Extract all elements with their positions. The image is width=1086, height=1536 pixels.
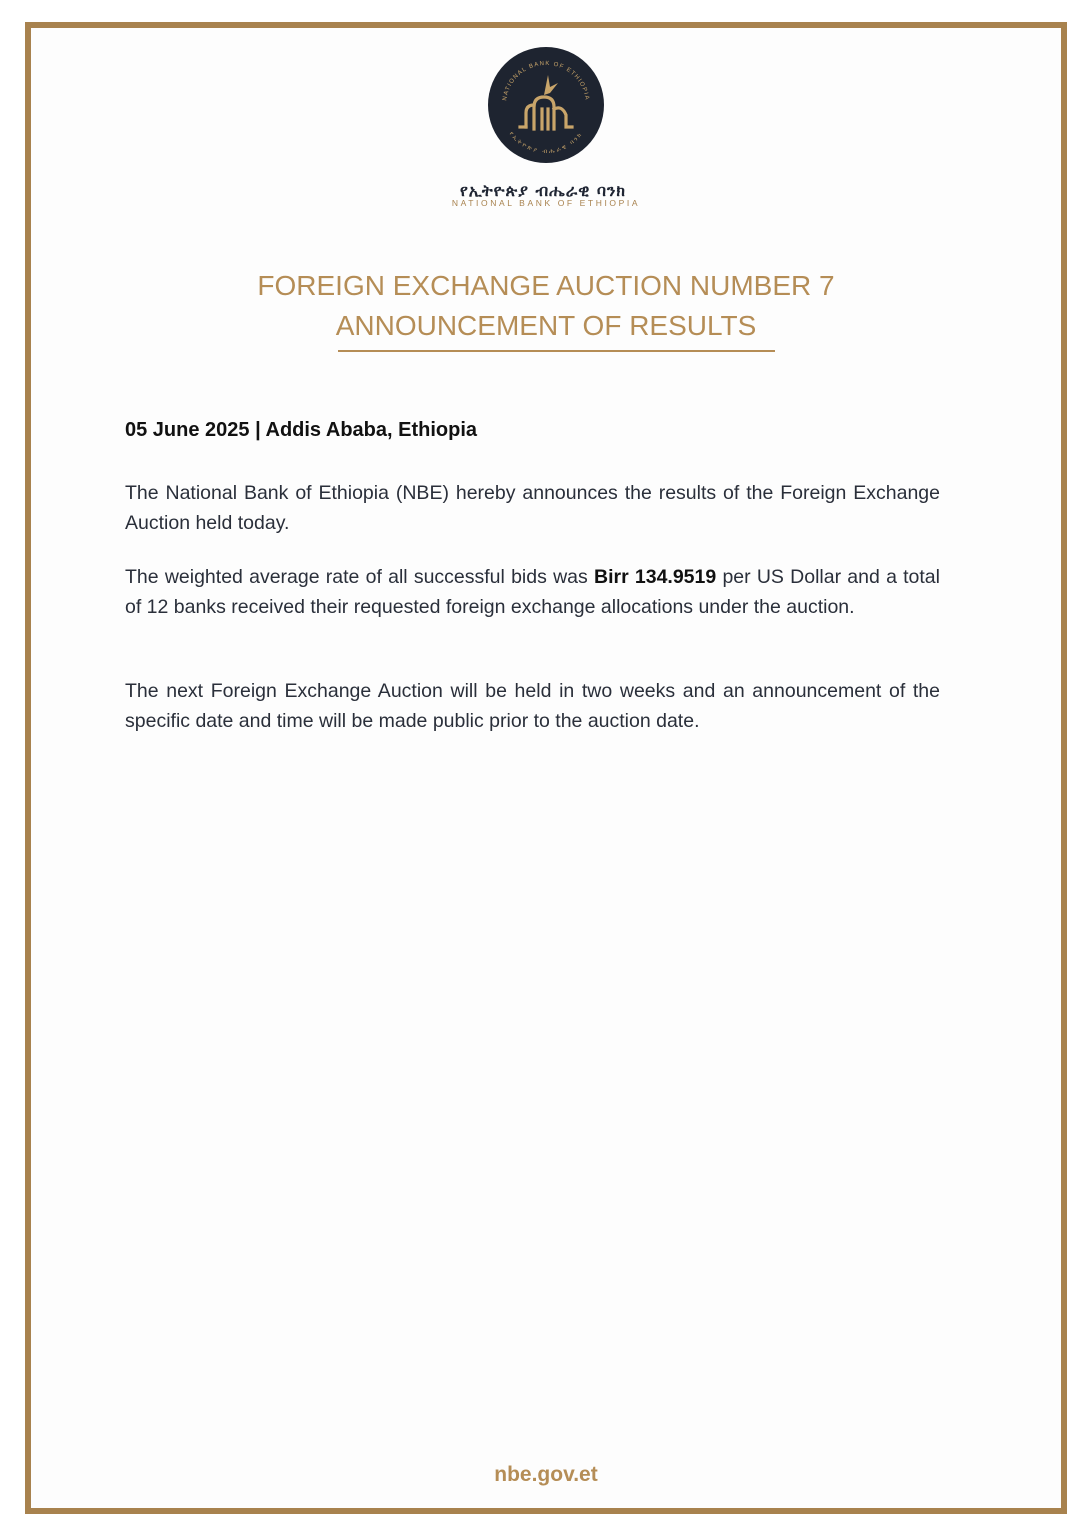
title-underline xyxy=(338,350,775,352)
page-border xyxy=(25,22,1067,1514)
weighted-average-rate: Birr 134.9519 xyxy=(593,566,717,588)
page-title xyxy=(0,266,1086,346)
bank-name-amharic: የኢትዮጵያ ብሔራዊ ባንክ xyxy=(459,181,627,200)
paragraph-results xyxy=(125,562,940,622)
results-text-before: The weighted average rate of all successful bids was xyxy=(125,566,594,588)
title-line-1: FOREIGN EXCHANGE AUCTION NUMBER 7 xyxy=(257,270,835,301)
paragraph-announcement: The National Bank of Ethiopia (NBE) hereby announces the results of the Foreign Exchange Auction held today. xyxy=(125,482,940,534)
seal-bottom-text: የኢትዮጵያ ብሔራዊ ባንክ xyxy=(507,130,585,156)
dateline: 05 June 2025 | Addis Ababa, Ethiopia xyxy=(125,419,477,441)
seal-top-text: NATIONAL BANK OF ETHIOPIA xyxy=(502,60,590,102)
title-line-2: ANNOUNCEMENT OF RESULTS xyxy=(335,310,757,341)
nbe-seal-icon xyxy=(488,47,604,163)
bank-name-english: NATIONAL BANK OF ETHIOPIA xyxy=(451,198,641,208)
paragraph-next-auction: The next Foreign Exchange Auction will be held in two weeks and an announcement of the specific date and time will be made public prior to the auction date. xyxy=(125,680,940,732)
footer-website-link[interactable]: nbe.gov.et xyxy=(494,1463,598,1486)
results-text-after: per US Dollar and a total of 12 banks received their requested foreign exchange allocations under the auction. xyxy=(125,566,940,618)
